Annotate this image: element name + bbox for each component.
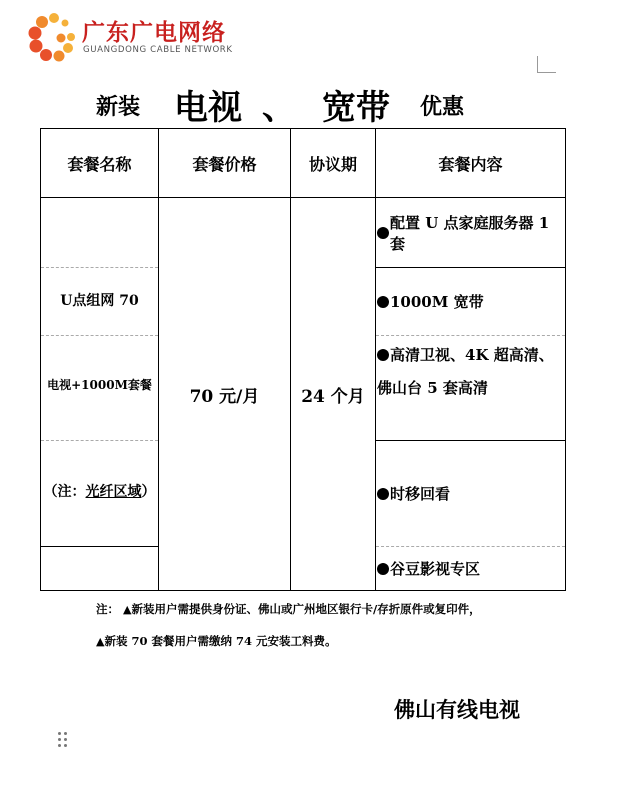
warning-triangle-icon: ▲ [96,635,105,648]
note-text-1: 新装用户需提供身份证、佛山或广州地区银行卡/存折原件或复印件， [131,602,481,616]
margin-corner-mark [537,56,556,73]
title-tv: 电视 [174,88,242,128]
title-broadband: 宽带 [322,88,390,128]
bullet-dot-icon [377,296,389,308]
company-logo [22,8,254,64]
package-price: 70 元/月 [159,198,291,591]
package-name-cell [41,198,159,591]
header-contract-term: 协议期 [291,129,376,198]
content-item-text: 高清卫视、4K 超高清、 [390,346,554,364]
package-name: U点组网 70 [41,268,158,336]
content-item [376,441,565,547]
note-label: 注： [96,602,119,616]
note-text-2: 新装 70 套餐用户需缴纳 74 元安装工料费。 [104,634,337,648]
note-line-1 [96,601,481,617]
content-line: 佛山台 5 套高清 [377,379,488,397]
header-package-content: 套餐内容 [376,129,566,198]
header-package-price: 套餐价格 [159,129,291,198]
content-item [376,198,565,268]
content-item-text: 1000M 宽带 [390,293,484,311]
bullet-dot-icon [377,488,389,500]
bullet-dot-icon [377,349,389,361]
bullet-dot-icon [377,227,389,239]
package-content-cell [376,198,566,591]
package-note-fiber-area: 光纤区域 [85,484,142,500]
content-item [376,268,565,336]
logo-name-cn: 广东广电网络 [82,20,226,46]
logo-name-en: GUANGDONG CABLE NETWORK [83,45,233,55]
warning-triangle-icon: ▲ [123,603,132,616]
name-spacer [41,198,158,268]
package-note [41,441,158,547]
title-separator: 、 [262,88,296,128]
package-subtitle: 电视+1000M套餐 [41,336,158,441]
title-prefix: 新装 [96,94,141,120]
name-bottom-spacer [41,547,158,590]
logo-icon [28,12,80,62]
package-table [40,128,566,591]
content-item [376,336,565,441]
content-item [376,547,565,590]
package-note-open: （注： [43,484,86,500]
contract-term: 24 个月 [291,198,376,591]
bullet-dot-icon [377,563,389,575]
header-package-name: 套餐名称 [41,129,159,198]
content-item-text: 配置 U 点家庭服务器 1 套 [390,213,550,253]
title-suffix: 优惠 [420,94,465,120]
signature: 佛山有线电视 [394,697,520,722]
package-note-close: ） [141,484,156,500]
content-line [377,344,554,365]
content-item-text: 时移回看 [390,485,451,503]
content-item-text: 谷豆影视专区 [390,560,481,578]
drag-handle-icon[interactable] [58,732,68,748]
note-line-2 [96,633,337,649]
